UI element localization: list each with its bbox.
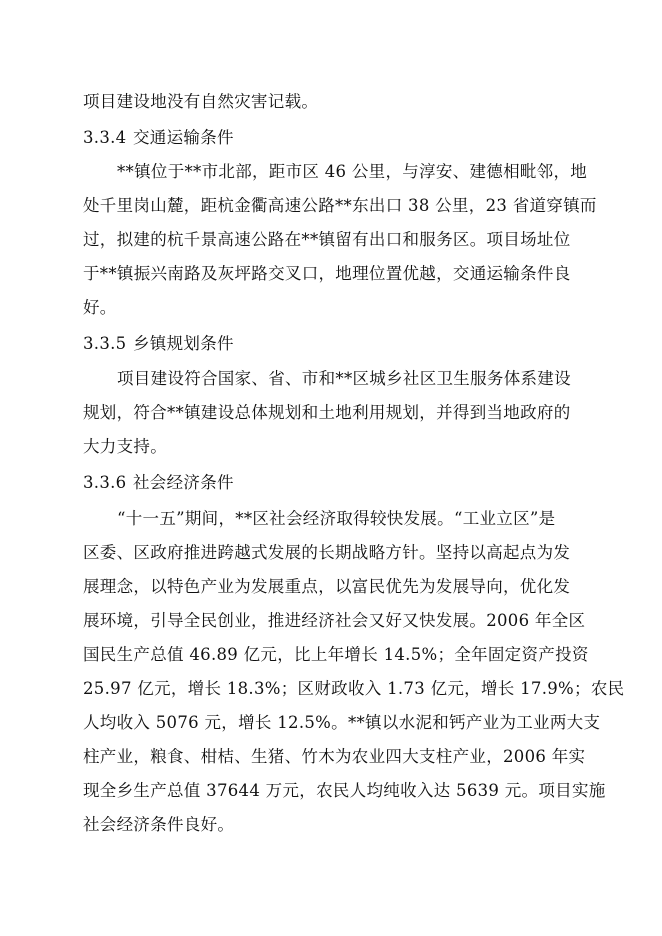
section-heading-3-3-6: [83, 473, 234, 493]
paragraph-line: 国民生产总值 46.89 亿元，比上年增长 14.5%；全年固定资产投资: [83, 645, 589, 664]
paragraph-line: 规划，符合**镇建设总体规划和土地利用规划，并得到当地政府的: [83, 403, 571, 422]
paragraph-line: 柱产业，粮食、柑桔、生猪、竹木为农业四大支柱产业，2006 年实: [83, 747, 586, 766]
paragraph-line: 过，拟建的杭千景高速公路在**镇留有出口和服务区。项目场址位: [83, 230, 571, 249]
section-number: 3.3.6: [83, 473, 127, 492]
paragraph-line: 社会经济条件良好。: [83, 815, 235, 834]
section-title: 乡镇规划条件: [133, 334, 234, 353]
section-title: 交通运输条件: [133, 128, 234, 147]
paragraph-line: 大力支持。: [83, 437, 167, 456]
paragraph-line: 展环境，引导全民创业，推进经济社会又好又快发展。2006 年全区: [83, 611, 586, 630]
paragraph-line: 区委、区政府推进跨越式发展的长期战略方针。坚持以高起点为发: [83, 543, 571, 562]
paragraph-line: 展理念，以特色产业为发展重点，以富民优先为发展导向，优化发: [83, 577, 571, 596]
paragraph-line: 25.97 亿元，增长 18.3%；区财政收入 1.73 亿元，增长 17.9%；农民: [83, 679, 625, 698]
paragraph-line: 项目建设符合国家、省、市和**区城乡社区卫生服务体系建设: [117, 369, 571, 388]
section-heading-3-3-5: [83, 334, 234, 354]
paragraph-line: 人均收入 5076 元，增长 12.5%。**镇以水泥和钙产业为工业两大支: [83, 713, 601, 732]
paragraph-line: “十一五”期间，**区社会经济取得较快发展。“工业立区”是: [117, 509, 556, 528]
paragraph-line: 处千里岗山麓，距杭金衢高速公路**东出口 38 公里，23 省道穿镇而: [83, 196, 597, 215]
paragraph-line: 好。: [83, 298, 117, 317]
paragraph-line: 现全乡生产总值 37644 万元，农民人均纯收入达 5639 元。项目实施: [83, 781, 606, 800]
section-number: 3.3.5: [83, 334, 127, 353]
section-title: 社会经济条件: [133, 473, 234, 492]
section-number: 3.3.4: [83, 128, 127, 147]
intro-paragraph: 项目建设地没有自然灾害记载。: [83, 92, 319, 111]
section-heading-3-3-4: [83, 128, 234, 148]
paragraph-line: 于**镇振兴南路及灰坪路交叉口，地理位置优越，交通运输条件良: [83, 264, 571, 283]
paragraph-line: **镇位于**市北部，距市区 46 公里，与淳安、建德相毗邻，地: [117, 162, 588, 181]
